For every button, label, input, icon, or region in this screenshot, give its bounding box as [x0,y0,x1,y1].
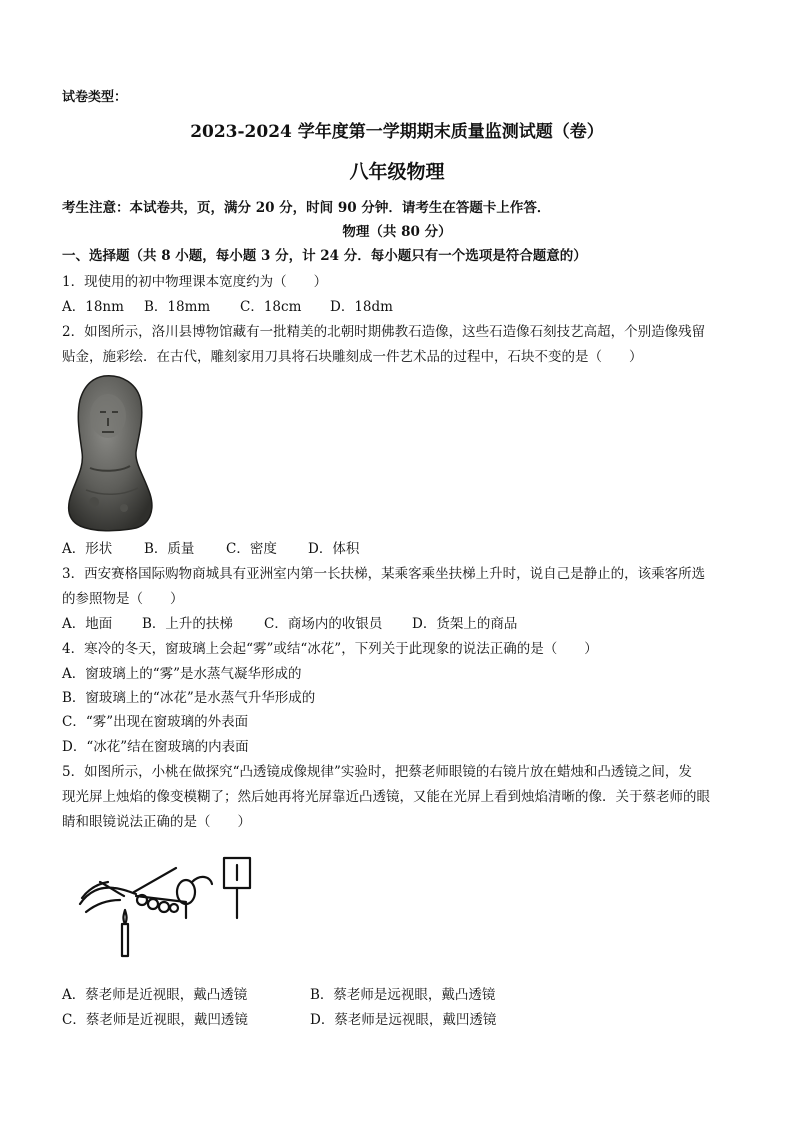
lens-experiment-image [78,852,262,964]
question-5-options-row-2 [62,1008,496,1032]
option-d: D．货架上的商品 [412,616,518,632]
option-a: A．18nm [62,299,124,315]
question-4-option-c: C．“雾”出现在窗玻璃的外表面 [62,714,249,730]
question-1-options [62,295,393,319]
exam-notice: 考生注意：本试卷共，页，满分 20 分，时间 90 分钟．请考生在答题卡上作答． [62,200,551,216]
question-1-stem: 1．现使用的初中物理课本宽度约为（ ） [62,274,328,290]
option-c: C．蔡老师是近视眼，戴凹透镜 [62,1012,248,1028]
option-a: A．蔡老师是近视眼，戴凸透镜 [62,987,248,1003]
question-4-stem: 4．寒冷的冬天，窗玻璃上会起“雾”或结“冰花”，下列关于此现象的说法正确的是（ ） [62,641,598,657]
option-b: B．上升的扶梯 [142,616,233,632]
part-heading: 物理（共 80 分） [342,224,452,240]
option-d: D．18dm [330,299,393,315]
question-5-stem-line-3: 睛和眼镜说法正确的是（ ） [62,814,251,830]
exam-title: 2023-2024 学年度第一学期期末质量监测试题（卷） [190,122,604,142]
option-a: A．地面 [62,616,113,632]
stone-statue-image [64,372,156,532]
question-4-option-a: A．窗玻璃上的“雾”是水蒸气凝华形成的 [62,666,302,682]
option-c: C．商场内的收银员 [264,616,383,632]
option-b: B．蔡老师是远视眼，戴凸透镜 [310,987,496,1003]
section-heading: 一、选择题（共 8 小题，每小题 3 分，计 24 分．每小题只有一个选项是符合题意的） [62,248,587,264]
option-c: C．密度 [226,541,277,557]
question-5-stem-line-1: 5．如图所示，小桃在做探究“凸透镜成像规律”实验时，把蔡老师眼镜的右镜片放在蜡烛和凸透镜之间，发 [62,764,692,780]
question-2-stem-line-1: 2．如图所示，洛川县博物馆藏有一批精美的北朝时期佛教石造像，这些石造像石刻技艺高超，个别造像残留 [62,324,706,340]
paper-type-label: 试卷类型： [62,90,128,105]
question-5-stem-line-2: 现光屏上烛焰的像变模糊了；然后她再将光屏靠近凸透镜，又能在光屏上看到烛焰清晰的像．关于蔡老师的眼 [62,789,710,805]
question-3-options [62,612,517,636]
question-4-option-d: D．“冰花”结在窗玻璃的内表面 [62,739,249,755]
option-c: C．18cm [240,299,302,315]
question-2-stem-line-2: 贴金，施彩绘．在古代，雕刻家用刀具将石块雕刻成一件艺术品的过程中，石块不变的是（ ） [62,349,643,365]
question-4-option-b: B．窗玻璃上的“冰花”是水蒸气升华形成的 [62,690,316,706]
option-d: D．体积 [308,541,360,557]
question-3-stem-line-1: 3．西安赛格国际购物商城具有亚洲室内第一长扶梯，某乘客乘坐扶梯上升时，说自己是静止的，该乘客所选 [62,566,706,582]
question-5-options-row-1 [62,983,495,1007]
subject-title: 八年级物理 [349,161,445,183]
question-3-stem-line-2: 的参照物是（ ） [62,591,184,607]
question-2-options [62,537,359,561]
option-b: B．质量 [144,541,195,557]
option-b: B．18mm [144,299,211,315]
option-d: D．蔡老师是远视眼，戴凹透镜 [310,1012,497,1028]
option-a: A．形状 [62,541,113,557]
